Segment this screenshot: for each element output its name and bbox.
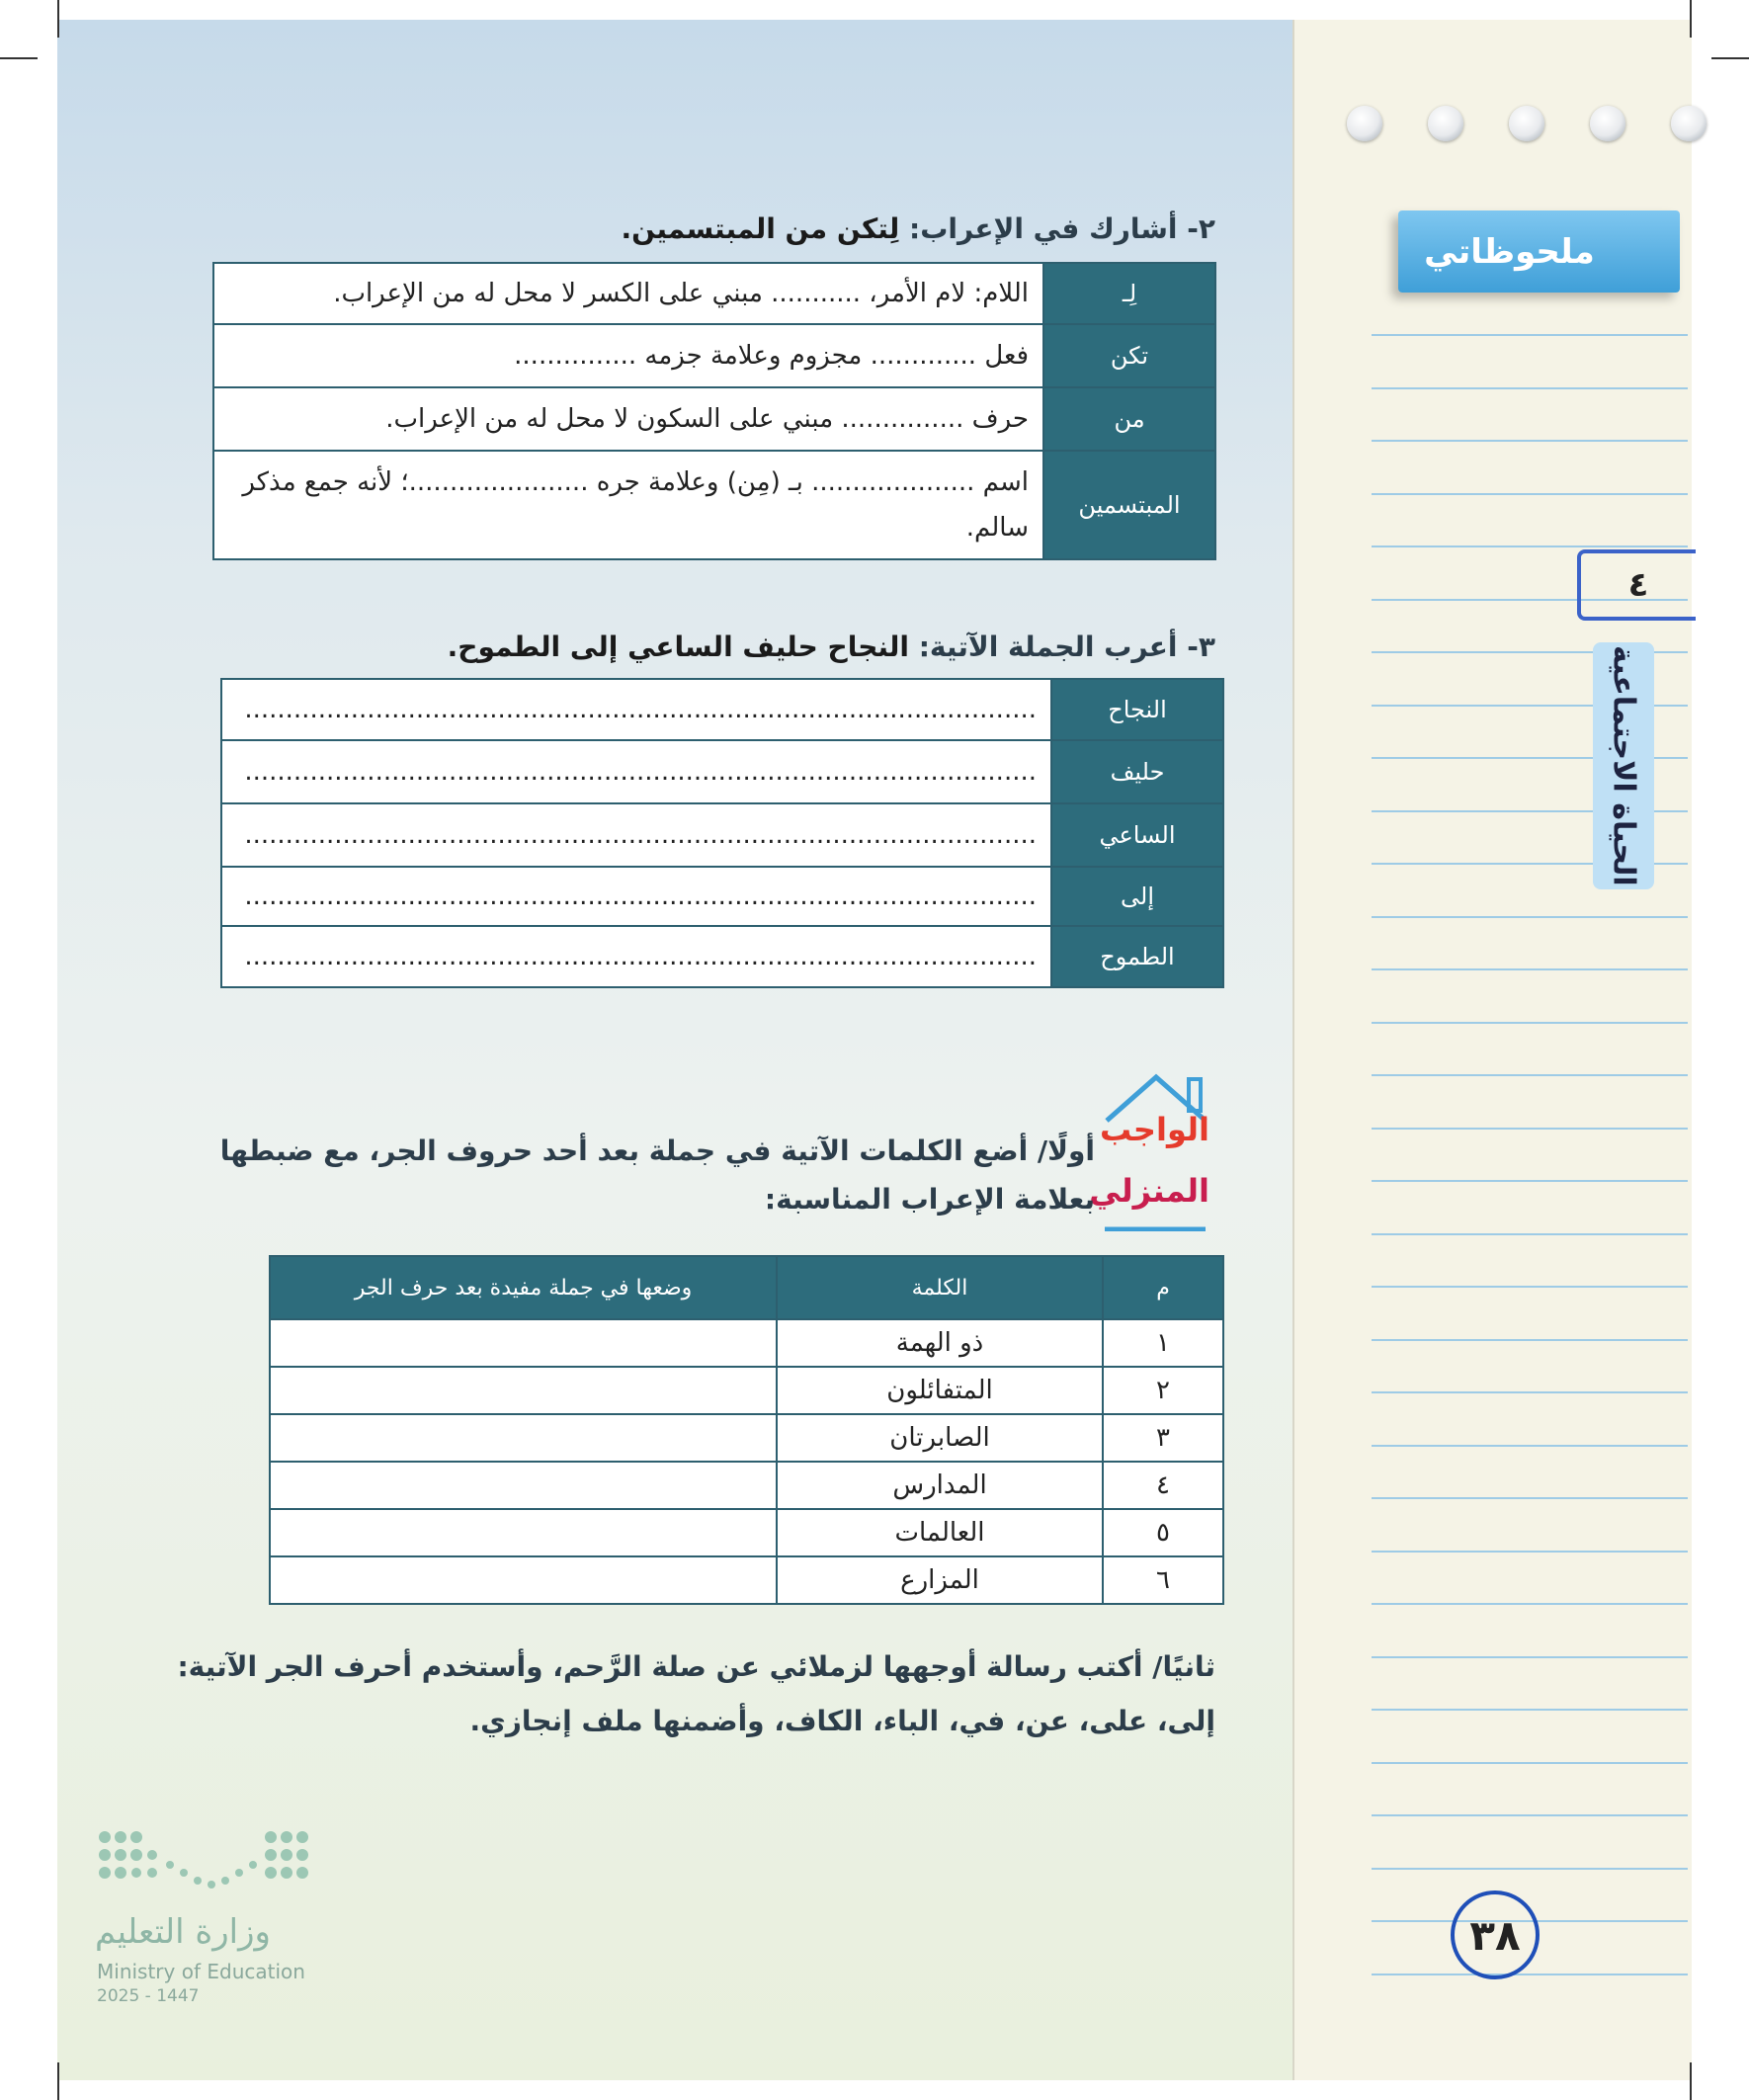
q2-text: حرف ............... مبني على السكون لا محل له من الإعراب. xyxy=(213,387,1043,451)
crop-mark xyxy=(0,57,38,59)
q2-word: من xyxy=(1043,387,1215,451)
answer-blank[interactable]: ................................................................................................. xyxy=(221,867,1051,926)
q2-title-prefix: ٢- أشارك في الإعراب: xyxy=(899,212,1215,245)
notes-ruled-line xyxy=(1372,1180,1688,1182)
row-word: المدارس xyxy=(777,1462,1103,1509)
q2-word: تكن xyxy=(1043,324,1215,387)
homework-label-top: الواجب xyxy=(1100,1111,1209,1148)
row-word: العالمات xyxy=(777,1509,1103,1556)
notes-ruled-line xyxy=(1372,1128,1688,1130)
table-row xyxy=(213,451,1215,559)
notes-ruled-line xyxy=(1372,387,1688,389)
crop-mark xyxy=(1690,2062,1692,2100)
notes-ruled-line xyxy=(1372,1233,1688,1235)
notes-ruled-line xyxy=(1372,1339,1688,1341)
header-sentence: وضعها في جملة مفيدة بعد حرف الجر xyxy=(270,1256,777,1319)
row-num: ٤ xyxy=(1103,1462,1223,1509)
unit-title: الحياة الاجتماعية xyxy=(1606,645,1641,886)
row-num: ١ xyxy=(1103,1319,1223,1367)
q2-table xyxy=(212,262,1216,560)
table-row xyxy=(270,1414,1223,1462)
table-row xyxy=(270,1319,1223,1367)
table-row xyxy=(270,1556,1223,1604)
table-row xyxy=(270,1367,1223,1414)
row-num: ٥ xyxy=(1103,1509,1223,1556)
sentence-cell[interactable] xyxy=(270,1414,777,1462)
row-word: الصابرتان xyxy=(777,1414,1103,1462)
q2-word: لِـ xyxy=(1043,263,1215,324)
q3-title-prefix: ٣- أعرب الجملة الآتية: xyxy=(908,630,1215,663)
q2-text: فعل ............. مجزوم وعلامة جزمه ............... xyxy=(213,324,1043,387)
notes-ruled-line xyxy=(1372,546,1688,547)
unit-number: ٤ xyxy=(1627,565,1649,605)
notes-ruled-line xyxy=(1372,1868,1688,1870)
answer-blank[interactable]: ................................................................................................. xyxy=(221,926,1051,987)
notes-ruled-line xyxy=(1372,334,1688,336)
q2-text: اسم .................... بـ (مِن) وعلامة جره ......................؛ لأنه جمع مذكر سالم. xyxy=(213,451,1043,559)
ministry-dots-icon xyxy=(93,1823,330,1912)
answer-blank[interactable]: ................................................................................................. xyxy=(221,740,1051,803)
table-row xyxy=(221,867,1223,926)
notes-ruled-line xyxy=(1372,1709,1688,1711)
homework-second-line1: ثانيًا/ أكتب رسالة أوجهها لزملائي عن صلة الرَّحم، وأستخدم أحرف الجر الآتية: xyxy=(177,1650,1215,1683)
binder-ring-icon xyxy=(1671,106,1707,141)
q2-title xyxy=(622,212,1215,245)
homework-second-line2: إلى، على، عن، في، الباء، الكاف، وأضمنها ملف إنجازي. xyxy=(469,1705,1215,1737)
sentence-cell[interactable] xyxy=(270,1319,777,1367)
q2-word: المبتسمين xyxy=(1043,451,1215,559)
ministry-year: 2025 - 1447 xyxy=(97,1986,200,2006)
table-row xyxy=(213,387,1215,451)
notes-ruled-line xyxy=(1372,1074,1688,1076)
table-row xyxy=(221,926,1223,987)
binder-ring-icon xyxy=(1347,106,1382,141)
notes-ruled-line xyxy=(1372,1497,1688,1499)
table-row xyxy=(270,1509,1223,1556)
header-num: م xyxy=(1103,1256,1223,1319)
notes-tab xyxy=(1398,210,1680,293)
notes-ruled-line xyxy=(1372,916,1688,918)
q3-word: النجاح xyxy=(1051,679,1223,740)
notes-ruled-line xyxy=(1372,493,1688,495)
sentence-cell[interactable] xyxy=(270,1556,777,1604)
q3-word: حليف xyxy=(1051,740,1223,803)
table-header-row xyxy=(270,1256,1223,1319)
table-row xyxy=(270,1462,1223,1509)
binder-ring-icon xyxy=(1590,106,1625,141)
notes-ruled-line xyxy=(1372,1286,1688,1288)
sentence-cell[interactable] xyxy=(270,1509,777,1556)
notes-ruled-line xyxy=(1372,1974,1688,1975)
notes-ruled-line xyxy=(1372,1391,1688,1393)
answer-blank[interactable]: ................................................................................................. xyxy=(221,803,1051,867)
table-row xyxy=(221,679,1223,740)
crop-mark xyxy=(57,0,59,38)
row-num: ٦ xyxy=(1103,1556,1223,1604)
notes-ruled-line xyxy=(1372,1551,1688,1553)
notes-panel xyxy=(1292,20,1692,2080)
crop-mark xyxy=(1690,0,1692,38)
page-number xyxy=(1451,1890,1540,1979)
row-word: المتفائلون xyxy=(777,1367,1103,1414)
sentence-cell[interactable] xyxy=(270,1462,777,1509)
q2-title-sentence: لِتكن من المبتسمين. xyxy=(621,212,900,245)
homework-label xyxy=(1089,1073,1213,1231)
q3-table xyxy=(220,678,1224,988)
q2-text: اللام: لام الأمر، ........... مبني على الكسر لا محل له من الإعراب. xyxy=(213,263,1043,324)
page-number-label: ٣٨ xyxy=(1469,1910,1521,1960)
q3-title-sentence: النجاح حليف الساعي إلى الطموح. xyxy=(447,630,909,663)
unit-title-strip xyxy=(1593,642,1654,889)
notes-ruled-line xyxy=(1372,1656,1688,1658)
unit-number-box xyxy=(1577,549,1696,621)
table-row xyxy=(221,803,1223,867)
row-num: ٢ xyxy=(1103,1367,1223,1414)
homework-first-line2: بعلامة الإعراب المناسبة: xyxy=(764,1183,1095,1216)
notes-ruled-line xyxy=(1372,968,1688,970)
answer-blank[interactable]: ................................................................................................. xyxy=(221,679,1051,740)
table-row xyxy=(213,263,1215,324)
row-word: المزارع xyxy=(777,1556,1103,1604)
notes-ruled-line xyxy=(1372,1762,1688,1764)
crop-mark xyxy=(1711,57,1749,59)
q3-word: إلى xyxy=(1051,867,1223,926)
notes-ruled-line xyxy=(1372,1603,1688,1605)
homework-first-line1: أولًا/ أضع الكلمات الآتية في جملة بعد أحد حروف الجر، مع ضبطها xyxy=(219,1134,1095,1167)
row-word: ذو الهمة xyxy=(777,1319,1103,1367)
homework-table xyxy=(269,1255,1224,1605)
notes-tab-label: ملحوظاتي xyxy=(1424,231,1595,272)
sentence-cell[interactable] xyxy=(270,1367,777,1414)
header-word: الكلمة xyxy=(777,1256,1103,1319)
ministry-name-en: Ministry of Education xyxy=(97,1960,305,1983)
q3-title xyxy=(448,630,1215,663)
notes-ruled-line xyxy=(1372,1814,1688,1816)
table-row xyxy=(221,740,1223,803)
notes-ruled-line xyxy=(1372,440,1688,442)
q3-word: الساعي xyxy=(1051,803,1223,867)
crop-mark xyxy=(57,2062,59,2100)
binder-ring-icon xyxy=(1509,106,1544,141)
homework-label-bottom: المنزلي xyxy=(1089,1172,1209,1210)
notes-ruled-line xyxy=(1372,1445,1688,1447)
ministry-name-ar: وزارة التعليم xyxy=(95,1912,271,1952)
binder-ring-icon xyxy=(1428,106,1463,141)
row-num: ٣ xyxy=(1103,1414,1223,1462)
notes-ruled-line xyxy=(1372,1022,1688,1024)
q3-word: الطموح xyxy=(1051,926,1223,987)
table-row xyxy=(213,324,1215,387)
